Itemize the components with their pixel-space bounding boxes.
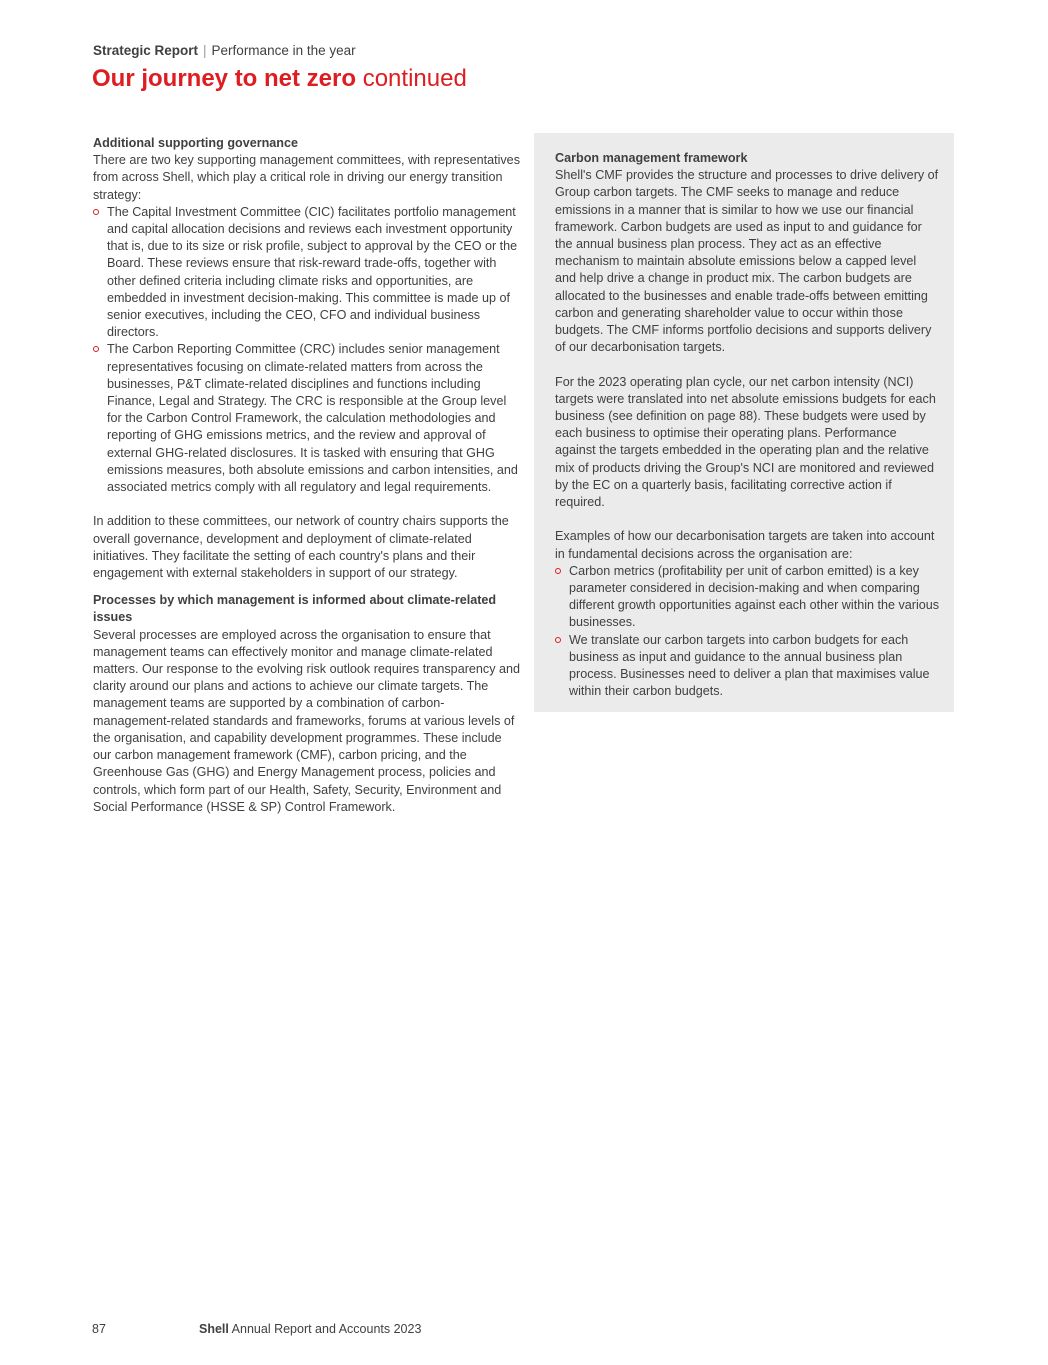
breadcrumb-section: Strategic Report (93, 43, 199, 58)
governance-heading: Additional supporting governance (93, 136, 299, 150)
bullet-icon (93, 209, 99, 215)
bullet-icon (93, 346, 99, 352)
spacer (93, 582, 521, 592)
breadcrumb-separator: | (203, 43, 207, 58)
list-item (555, 632, 940, 701)
left-column (93, 135, 521, 816)
operating-plan-paragraph: For the 2023 operating plan cycle, our net carbon intensity (NCI) targets were translated into net absolute emissions budgets for each business (see definition on page 88). These budgets were used by each business to optimise their operating plans. Performance against the targets embedded in the operating plan and the relative mix of products driving the Group's NCI are monitored and reviewed by the EC on a quarterly basis, facilitating corrective action if required. (555, 374, 936, 510)
list-item-text: We translate our carbon targets into carbon budgets for each business as input and guidance to the annual business plan process. Businesses need to deliver a plan that maximises value within their carbon budgets. (569, 632, 930, 699)
processes-paragraph: Several processes are employed across the organisation to ensure that management teams can effectively monitor and manage climate-related matters. Our response to the evolving risk outlook requires transparency and clarity around our plans and actions to achieve our climate targets. The management teams are supported by a combination of carbon-management-related standards and frameworks, forums at various levels of the organisation, and capability development programmes. These include our carbon management framework (CMF), carbon pricing, and the Greenhouse Gas (GHG) and Energy Management process, policies and controls, which form part of our Health, Safety, Security, Environment and Social Performance (HSSE & SP) Control Framework. (93, 627, 521, 814)
spacer (555, 511, 940, 528)
list-item (555, 563, 940, 632)
list-item-text: The Carbon Reporting Committee (CRC) includes senior management representatives focusing on climate-related matters from across the businesses, P&T climate-related disciplines and functions including Finance, Legal and Strategy. The CRC is responsible at the Group level for the Carbon Control Framework, the calculation methodologies and reporting of GHG emissions metrics, and the review and approval of external GHG-related disclosures. It is tasked with ensuring that GHG emissions measures, both absolute emissions and carbon intensities, and associated metrics comply with all regulatory and legal requirements. (107, 342, 518, 495)
report-footer (199, 1322, 421, 1336)
committees-list (93, 204, 521, 496)
right-column (555, 150, 940, 700)
list-item-text: The Capital Investment Committee (CIC) facilitates portfolio management and capital allocation decisions and reviews each investment opportunity that is, due to its size or risk profile, subject to approval by the CEO or the Board. These reviews ensure that risk-reward trade-offs, together with other defined criteria including climate risks and opportunities, are embedded in investment decision-making. This committee is made up of senior executives, including the CEO, CFO and individual business directors. (107, 204, 518, 340)
page-title-suffix: continued (362, 65, 467, 92)
page-number: 87 (92, 1322, 106, 1336)
spacer (555, 356, 940, 373)
spacer (93, 496, 521, 513)
page-title-main: Our journey to net zero (92, 65, 357, 92)
bullet-icon (555, 568, 561, 574)
list-item (93, 204, 521, 342)
brand-name: Shell (199, 1322, 229, 1336)
list-item (93, 341, 521, 496)
examples-list (555, 563, 940, 701)
cmf-heading: Carbon management framework (555, 151, 748, 165)
cmf-paragraph: Shell's CMF provides the structure and processes to drive delivery of Group carbon targets. The CMF seeks to manage and reduce emissions in a manner that is similar to how we use our financial framework. Carbon budgets are used as input to and guidance for the annual business plan process. They act as an effective mechanism to maintain absolute emissions below a capped level and help drive a change in product mix. The carbon budgets are allocated to the businesses and enable trade-offs between emitting carbon and generating shareholder value to occur within those budgets. The CMF informs portfolio decisions and supports delivery of our decarbonisation targets. (555, 168, 939, 355)
bullet-icon (555, 637, 561, 643)
country-chairs-paragraph: In addition to these committees, our network of country chairs supports the overall governance, development and deployment of climate-related initiatives. They facilitate the setting of each country's plans and their engagement with external stakeholders in support of our strategy. (93, 514, 509, 581)
governance-intro: There are two key supporting management committees, with representatives from across Shell, which play a critical role in driving our energy transition strategy: (93, 153, 520, 202)
breadcrumb-subsection: Performance in the year (211, 43, 356, 58)
page-title (92, 64, 467, 94)
processes-heading: Processes by which management is informed about climate-related issues (93, 593, 497, 625)
list-item-text: Carbon metrics (profitability per unit of carbon emitted) is a key parameter considered in decision-making and when comparing different growth opportunities against each other within the various businesses. (569, 563, 940, 630)
breadcrumb (93, 43, 356, 58)
report-title: Annual Report and Accounts 2023 (231, 1322, 422, 1336)
examples-intro: Examples of how our decarbonisation targets are taken into account in fundamental decisions across the organisation are: (555, 529, 935, 561)
